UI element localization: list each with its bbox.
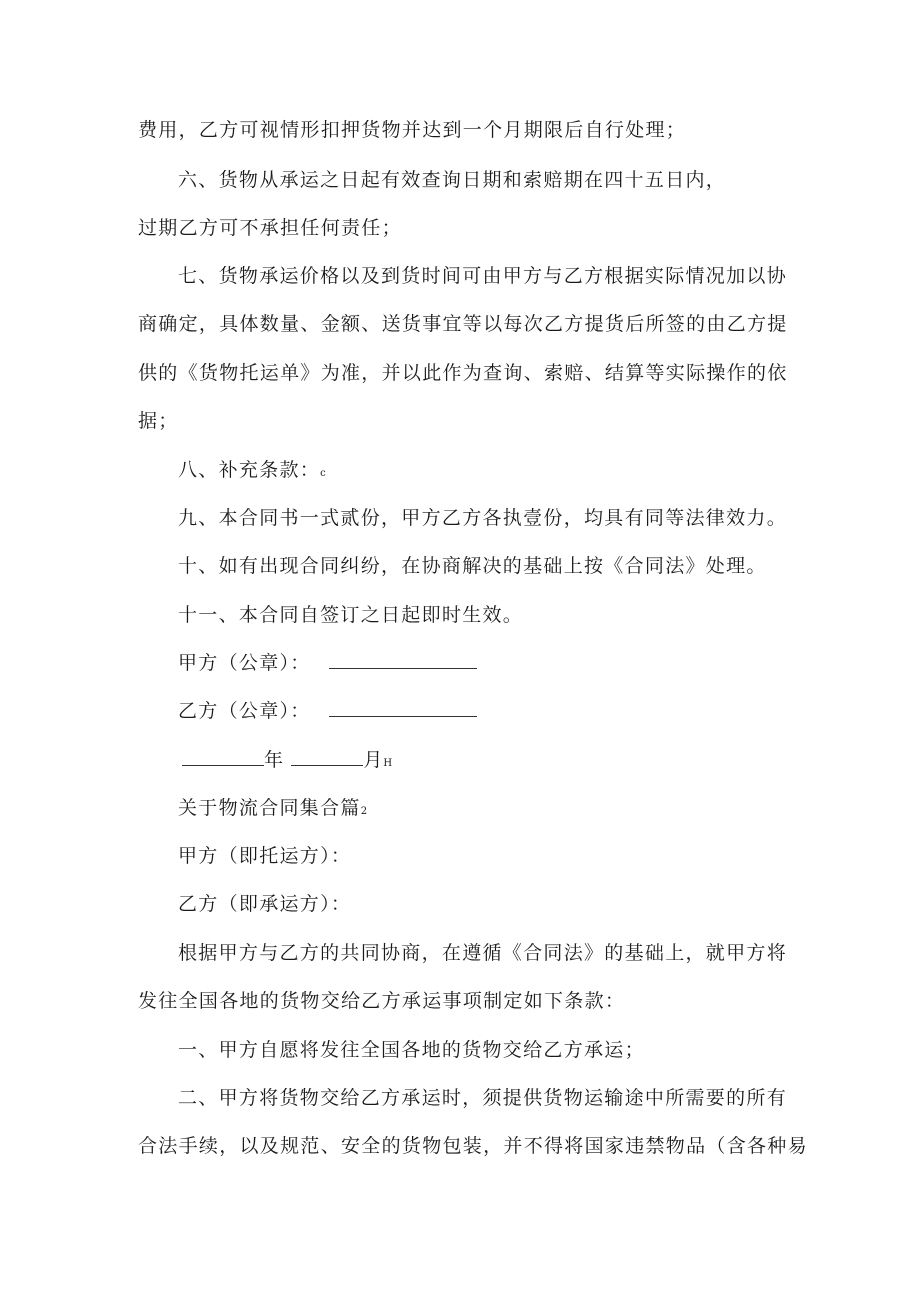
year-blank: [182, 764, 264, 766]
clause-seven: 七、货物承运价格以及到货时间可由甲方与乙方根据实际情况加以协: [178, 265, 788, 287]
date-mark: H: [383, 758, 393, 769]
party-b-carrier: 乙方（即承运方）：: [178, 893, 352, 915]
clause-eight-text: 八、补充条款：: [178, 459, 321, 481]
title-mark: 2: [360, 806, 368, 817]
party-b-signature-blank: [329, 715, 477, 717]
clause-nine: 九、本合同书一式贰份，甲方乙方各执壹份，均具有同等法律效力。: [178, 507, 788, 529]
clause-ten: 十、如有出现合同纠纷，在协商解决的基础上按《合同法》处理。: [178, 555, 767, 577]
supplement-mark: c: [320, 468, 326, 479]
paragraph-line: 过期乙方可不承担任何责任；: [138, 217, 402, 239]
paragraph-line: 合法手续，以及规范、安全的货物包装，并不得将国家违禁物品（含各种易: [138, 1135, 808, 1157]
clause-eleven: 十一、本合同自签订之日起即时生效。: [178, 604, 524, 626]
party-a-seal-row: [178, 649, 477, 677]
section-title-text: 关于物流合同集合篇: [178, 797, 361, 819]
party-a-seal-label: 甲方（公章）：: [178, 652, 311, 674]
paragraph-line: 据；: [138, 410, 179, 432]
clause-six: 六、货物从承运之日起有效查询日期和索赔期在四十五日内，: [178, 169, 727, 191]
paragraph-line: 商确定，具体数量、金额、送货事宜等以每次乙方提货后所签的由乙方提: [138, 313, 788, 335]
party-a-signature-blank: [329, 667, 477, 669]
party-b-seal-row: [178, 697, 477, 725]
month-label: 月: [363, 749, 384, 771]
month-blank: [291, 764, 363, 766]
section-title: [178, 794, 367, 826]
paragraph-line: 费用，乙方可视情形扣押货物并达到一个月期限后自行处理；: [138, 119, 687, 141]
preamble-line: 根据甲方与乙方的共同协商，在遵循《合同法》的基础上，就甲方将: [178, 942, 788, 964]
clause-eight: [178, 456, 326, 488]
year-label: 年: [264, 749, 285, 771]
clause-one: 一、甲方自愿将发往全国各地的货物交给乙方承运；: [178, 1039, 645, 1061]
preamble-line: 发往全国各地的货物交给乙方承运事项制定如下条款：: [138, 990, 626, 1012]
date-row: [182, 746, 392, 778]
paragraph-line: 供的《货物托运单》为准，并以此作为查询、索赔、结算等实际操作的依: [138, 362, 788, 384]
party-a-consignor: 甲方（即托运方）：: [178, 845, 352, 867]
clause-two: 二、甲方将货物交给乙方承运时，须提供货物运输途中所需要的所有: [178, 1087, 788, 1109]
party-b-seal-label: 乙方（公章）：: [178, 700, 311, 722]
